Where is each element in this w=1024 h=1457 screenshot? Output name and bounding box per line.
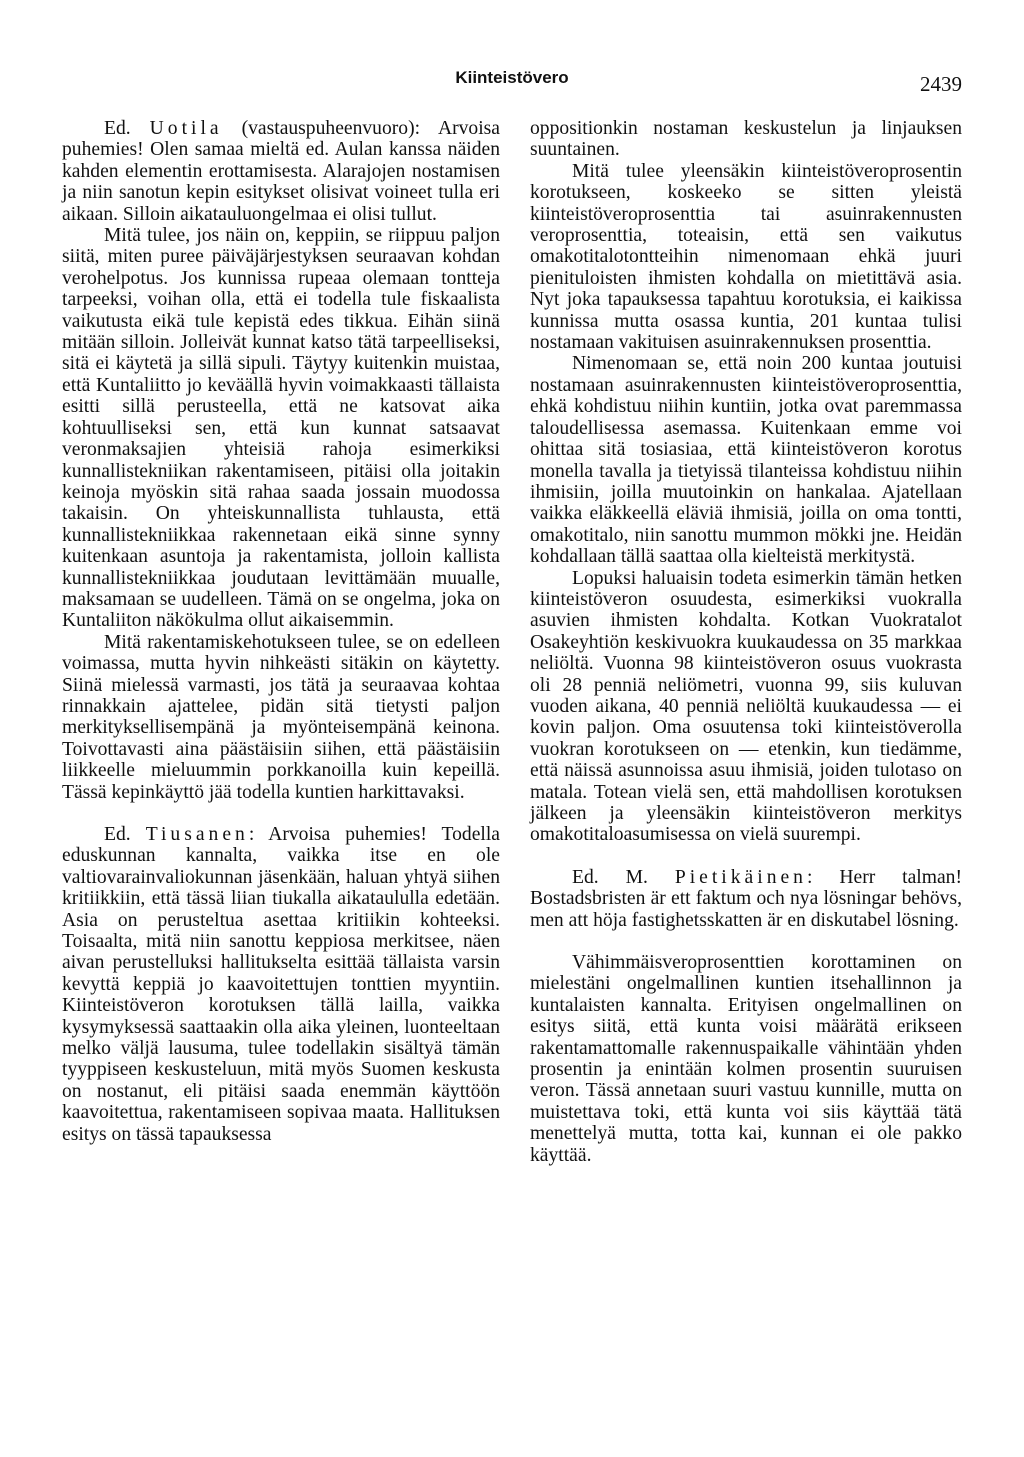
speech-tiusanen [62, 824, 500, 1145]
speech-prefix: Ed. [104, 824, 146, 845]
speech-text: (vastauspuheenvuoro): Arvoisa puhemies! Olen samaa mieltä ed. Aulan kanssa näiden kahden elementin erottamisesta. Alarajojen nostamisen ja niin sanotun kepin esitykset olisivat voineet tulla eri aikaan. Silloin aikatauluongelmaa ei olisi tullut. [62, 118, 500, 225]
speech-uotila [62, 118, 500, 225]
speech-pietikainen [530, 867, 962, 931]
left-column [62, 118, 500, 1145]
paragraph: Mitä rakentamiskehotukseen tulee, se on edelleen voimassa, mutta hyvin nihkeästi sitäkin on käytetty. Siinä mielessä varmasti, jos tätä ja seuraavaa kohtaa rinnakkain ajattelee, pidän sitä tietysti paljon merkityksellisempänä ja myönteisempänä keinona. Toivottavasti aina päästäisiin siihen, että päästäisiin liikkeelle mieluummin porkkanoilla kuin kepeillä. Tässä kepinkäyttö jää todella kuntien harkittavaksi. [62, 631, 500, 803]
speech-text: : Herr talman! Bostadsbristen är ett faktum och nya lösningar behövs, men att höja fastighetsskatten är en diskutabel lösning. [530, 866, 963, 931]
running-title: Kiinteistövero [455, 68, 569, 87]
right-column [530, 118, 962, 1166]
paragraph: Nimenomaan se, että noin 200 kuntaa joutuisi nostamaan asuinrakennusten kiinteistöveroprosenttia, ehkä kohdistuu niihin kuntiin, jotka ovat paremmassa taloudellisessa asemassa. Kuitenkaan emme voi ohittaa sitä tosiasiaa, että kiinteistöveron korotus monella tavalla ja tietyissä tilanteissa kohdistuu niihin ihmisiin, joilla muutoinkin on hankalaa. Ajatellaan vaikka eläkkeellä eläviä ihmisiä, joilla on oma tontti, omakotitalo, niin sanottu mummon mökki jne. Heidän kohdallaan tällä saattaa olla kielteistä merkitystä. [530, 353, 962, 568]
paragraph-continued: oppositionkin nostaman keskustelun ja linjauksen suuntainen. [530, 118, 962, 161]
paragraph: Lopuksi haluaisin todeta esimerkin tämän hetken kiinteistöveron osuudesta, esimerkiksi vuokralla asuvien ihmisten kohdalta. Kotkan Vuokratalot Osakeyhtiön keskivuokra kuukaudessa on 35 markkaa neliöltä. Vuonna 98 kiinteistöveron osuus vuokrasta oli 28 penniä neliömetri, vuonna 99, siis kuluvan vuoden aikana, 40 penniä neliöltä kuukaudessa — ei kovin paljon. Oma osuutensa toki kiinteistöverolla vuokran korotukseen on — etenkin, kun tiedämme, että näissä asunnoissa asuu ihmisiä, joiden tulotaso on matala. Totean vielä sen, että mahdollisen korotuksen jälkeen ja yleensäkin kiinteistöveron merkitys omakotitaloasumisessa on vielä suurempi. [530, 567, 962, 846]
page-number: 2439 [920, 72, 962, 96]
speech-prefix: Ed. [104, 118, 150, 139]
speaker-name-uotila: Uotila [149, 118, 223, 139]
speaker-name-tiusanen: Tiusanen [145, 824, 249, 845]
speech-text: : Arvoisa puhemies! Todella eduskunnan kannalta, vaikka itse en ole valtiovarainvaliokunnan jäsenkään, haluan yhtyä siihen kritiikkiin, että tässä liian tiukalla aikataululla edetään. Asia on perusteltua asettaa kritiikin kohteeksi. Toisaalta, mitä niin sanottu keppiosa merkitsee, näen aivan perustelluksi hallitukselta esittää tällaista varsin kevyttä keppiä jo kaavoitettujen tonttien myyntiin. Kiinteistöveron korotuksen tällä lailla, vaikka kysymyksessä saattaakin olla aika yleinen, luonteeltaan melko väljä lausuma, tulee todellakin sisältyä tämän tyyppiseen keskusteluun, mitä myös Suomen keskusta on nostanut, eli pitäisi saada enemmän käyttöön kaavoitettua, rakentamiseen sopivaa maata. Hallituksen esitys on tässä tapauksessa [62, 824, 500, 1145]
paragraph: Mitä tulee, jos näin on, keppiin, se riippuu paljon siitä, miten puree päiväjärjestyksen seuraavan kohdan verohelpotus. Jos kunnissa rupeaa olemaan tontteja tarpeeksi, voihan olla, että ei todella tule fiskaalista vaikutusta eikä tule kepistä edes tikkua. Eihän siinä mitään silloin. Jolleivät kunnat katso tätä tarpeelliseksi, sitä ei käytetä ja sillä sipuli. Täytyy kuitenkin muistaa, että Kuntaliitto jo keväällä hyvin voimakkaasti tällaista esitti sillä perusteella, että ne katsovat aika kohtuulliseksi sen, että kun kunnat satsaavat veronmaksajien yhteisiä rahoja esimerkiksi kunnallistekniikan rakentamiseen, pitäisi olla joitakin keinoja myöskin sitä rahaa saada jossain muodossa takaisin. On yhteiskunnallista tuhlausta, että kunnallistekniikkaa rakennetaan eikä sinne synny kuitenkaan asuntoja ja rakentamista, jolloin kallista kunnallistekniikkaa joudutaan levittämään muualle, maksamaan se uudelleen. Tämä on se ongelma, joka on Kuntaliiton näkökulma ollut aikaisemmin. [62, 225, 500, 632]
paragraph: Mitä tulee yleensäkin kiinteistöveroprosentin korotukseen, koskeeko se sitten yleistä kiinteistöveroprosenttia tai asuinrakennusten veroprosenttia, toteaisin, että sen vaikutus omakotitalotontteihin nimenomaan ehkä juuri pienituloisten ihmisten kohdalla on mietittävä asia. Nyt joka tapauksessa tapahtuu korotuksia, ei kaikissa kunnissa mutta osassa kuntia, 201 kuntaa tulisi nostamaan vakituisen asuinrakennuksen prosenttia. [530, 160, 962, 354]
speaker-name-pietikainen: Pietikäinen [674, 866, 807, 888]
paragraph-finnish-translation: Vähimmäisveroprosenttien korottaminen on mielestäni ongelmallinen kuntien itsehallinnon ja kuntalaisten kannalta. Erityisen ongelmallinen on esitys siitä, että kunta voisi määrätä erikseen rakentamattomalle rakennuspaikalle vähintään yhden prosentin ja enintään kolmen prosentin suuruisen veron. Tässä annetaan suuri vastuu kunnille, mutta on muistettava toki, että kunta voi siis käyttää tätä menettelyä mutta, totta kai, kunnan ei ole pakko käyttää. [530, 952, 962, 1166]
speech-prefix: Ed. M. [572, 866, 675, 888]
